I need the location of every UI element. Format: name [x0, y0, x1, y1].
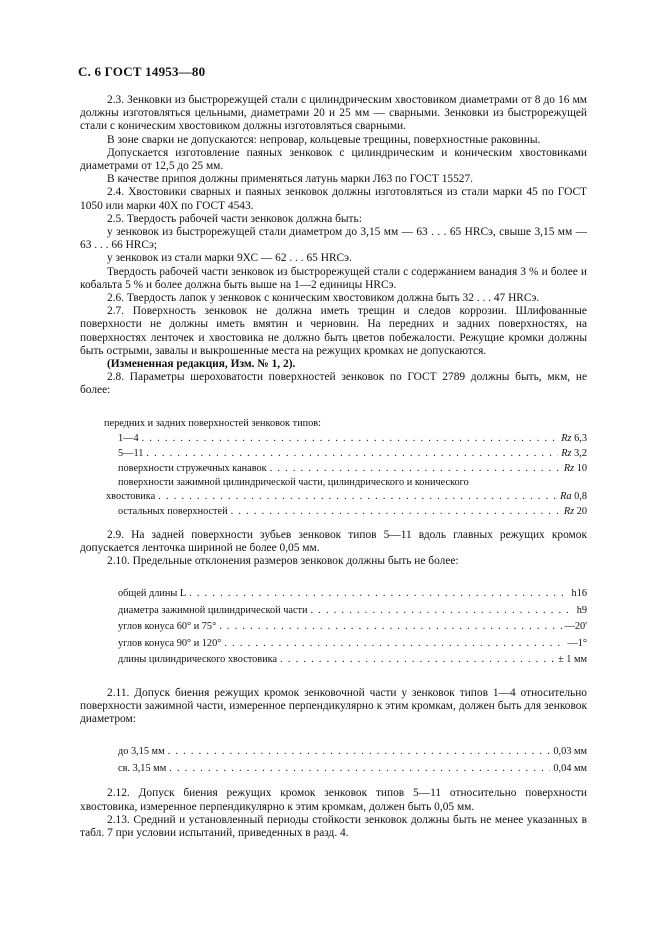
paragraph-2-9: 2.9. На задней поверхности зубьев зенковок типов 5—11 вдоль главных режущих кромок допускается ленточка шириной не более 0,05 мм.: [80, 528, 587, 554]
paragraph-2-3-solder: В качестве припоя должны применяться латунь марки Л63 по ГОСТ 15527.: [107, 173, 474, 186]
paragraph-2-13: 2.13. Средний и установленный периоды стойкости зенковок должны быть не менее указанных в табл. 7 при условии испытаний, приведенных в разд. 4.: [80, 813, 587, 839]
paragraph-2-7: 2.7. Поверхность зенковок не должна иметь трещин и следов коррозии. Шлифованные поверхности не должны иметь вмятин и черновин. На передних и задних поверхностях, на поверхностях ленточек и хвостовика не должно быть цветов побежалости. Режущие кромки должны быть острыми, завалы и выкрошенные места на режущих кромках не допускаются.: [80, 305, 587, 357]
list-item: хвостовика . . . Ra 0,8: [80, 489, 587, 504]
paragraph-2-11: 2.11. Допуск биения режущих кромок зенковочной части у зенковок типов 1—4 относительно поверхности зажимной части, измеренное перпендикулярно к этим кромкам, должен быть для зенковок диаметром:: [80, 686, 587, 726]
list-item: поверхности стружечных канавок . . . Rz 10: [80, 461, 587, 476]
paragraph-2-8: 2.8. Параметры шероховатости поверхностей зенковок по ГОСТ 2789 должны быть, мкм, не более:: [80, 371, 587, 397]
list-item: длины цилиндрического хвостовика . . . ± 1 мм: [80, 652, 587, 669]
list-item: углов конуса 60° и 75° . . . —20': [80, 619, 587, 636]
paragraph-2-5: 2.5. Твердость рабочей части зенковок должна быть:: [107, 212, 362, 225]
paragraph-2-5-hss: у зенковок из быстрорежущей стали диаметром до 3,15 мм — 63 . . . 65 HRCэ, свыше 3,15 мм — 63 . . . 66 HRCэ;: [80, 226, 587, 252]
document-body: [80, 94, 587, 840]
list-item: общей длины L . . . h16: [80, 586, 587, 603]
paragraph-2-12: 2.12. Допуск биения режущих кромок зенковок типов 5—11 относительно поверхности хвостовика, измеренное перпендикулярно к этим кромкам, должен быть 0,05 мм.: [80, 787, 587, 813]
paragraph-2-6: 2.6. Твердость лапок у зенковок с коническим хвостовиком должна быть 32 . . . 47 HRCэ.: [107, 292, 540, 305]
runout-list: [80, 744, 587, 777]
deviation-list: [80, 586, 587, 669]
paragraph-2-4: 2.4. Хвостовики сварных и паяных зенковок должны изготовляться из стали марки 45 по ГОСТ 1050 или марки 40Х по ГОСТ 4543.: [80, 186, 587, 212]
paragraph-2-3: 2.3. Зенковки из быстрорежущей стали с цилиндрическим хвостовиком диаметрами от 8 до 16 мм должны изготовляться цельными, диаметрами 20 и 25 мм — сварными. Зенковки из быстрорежущей стали с коническим хвостовиком должны изготовляться сварными.: [80, 94, 587, 133]
roughness-list: [80, 416, 587, 519]
paragraph-2-5-vanadium: Твердость рабочей части зенковок из быстрорежущей стали с содержанием ванадия 3 % и более и кобальта 5 % и более должна быть выше на 1—2 единицы HRCэ.: [80, 265, 587, 291]
paragraph-2-10: 2.10. Предельные отклонения размеров зенковок должны быть не более:: [107, 555, 459, 568]
list-item: углов конуса 90° и 120° . . . —1°: [80, 636, 587, 653]
list-item: 5—11 . . . Rz 3,2: [80, 446, 587, 461]
list-item: диаметра зажимной цилиндрической части . . . h9: [80, 603, 587, 620]
list-item: св. 3,15 мм . . . 0,04 мм: [80, 761, 587, 778]
paragraph-2-5-9xs: у зенковок из стали марки 9ХС — 62 . . . 65 HRCэ.: [107, 252, 352, 265]
paragraph-2-3-welding: В зоне сварки не допускаются: непровар, кольцевые трещины, поверхностные раковины.: [107, 133, 541, 146]
list-item: до 3,15 мм . . . 0,03 мм: [80, 744, 587, 761]
roughness-intro: передних и задних поверхностей зенковок типов:: [104, 417, 322, 429]
list-item-first-line: поверхности зажимной цилиндрической части, цилиндрического и конического: [118, 476, 469, 488]
paragraph-2-3-soldered: Допускается изготовление паяных зенковок с цилиндрическим и коническим хвостовиками диаметрами от 12,5 до 25 мм.: [80, 146, 587, 173]
list-item: 1—4 . . . Rz 6,3: [80, 431, 587, 446]
page-header: С. 6 ГОСТ 14953—80: [78, 64, 206, 79]
revision-note: (Измененная редакция, Изм. № 1, 2).: [107, 358, 296, 371]
list-item: остальных поверхностей . . . Rz 20: [80, 504, 587, 519]
